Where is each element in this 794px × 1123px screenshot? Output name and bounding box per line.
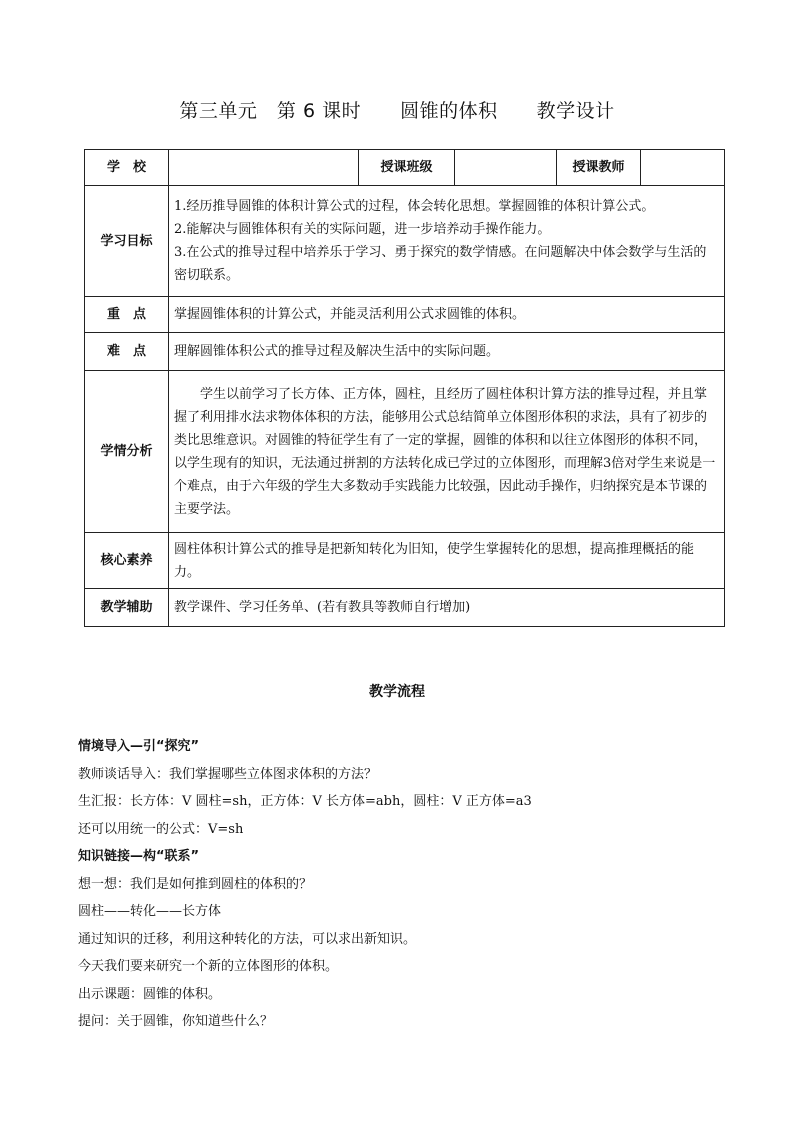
key-value: 掌握圆锥体积的计算公式，并能灵活利用公式求圆锥的体积。	[169, 297, 725, 333]
flow-line: 还可以用统一的公式：V=sh	[78, 821, 244, 837]
teaching-flow	[78, 733, 728, 1036]
flow-line: 提问：关于圆锥，你知道些什么？	[78, 1014, 274, 1029]
teacher-label: 授课教师	[557, 150, 641, 186]
goal-item: 1.经历推导圆锥的体积计算公式的过程，体会转化思想。掌握圆锥的体积计算公式。	[174, 199, 655, 214]
flow-line: 今天我们要来研究一个新的立体图形的体积。	[78, 959, 339, 974]
flow-line: 教师谈话导入：我们掌握哪些立体图求体积的方法？	[78, 766, 378, 782]
goal-item: 2.能解决与圆锥体积有关的实际问题，进一步培养动手操作能力。	[174, 222, 551, 237]
flow-line: 想一想：我们是如何推到圆柱的体积的？	[78, 876, 313, 892]
flow-line: 情境导入—引“探究”	[78, 739, 200, 754]
aids-value: 教学课件、学习任务单、(若有教具等教师自行增加)	[169, 589, 725, 627]
flow-line: 出示课题：圆锥的体积。	[78, 986, 222, 1002]
aids-label: 教学辅助	[85, 589, 169, 627]
teacher-value	[641, 150, 725, 186]
analysis-value: 学生以前学习了长方体、正方体，圆柱，且经历了圆柱体积计算方法的推导过程，并且掌握了利用排水法求物体体积的方法，能够用公式总结简单立体图形体积的求法，具有了初步的类比思维意识。对圆锥的特征学生有了一定的掌握，圆锥的体积和以往立体图形的体积不同，以学生现有的知识，无法通过拼割的方法转化成已学过的立体图形，而理解3倍对学生来说是一个难点，由于六年级的学生大多数动手实践能力比较强，因此动手操作，归纳探究是本节课的主要学法。	[174, 386, 716, 517]
goals-content	[169, 186, 725, 297]
literacy-label: 核心素养	[85, 533, 169, 589]
flow-line: 生汇报：长方体：V 圆柱=sh，正方体：V 长方体=abh，圆柱：V 正方体=a3	[78, 794, 532, 809]
literacy-value: 圆柱体积计算公式的推导是把新知转化为旧知，使学生掌握转化的思想，提高推理概括的能力。	[169, 533, 725, 589]
flow-line: 通过知识的迁移，利用这种转化的方法，可以求出新知识。	[78, 931, 417, 947]
analysis-label: 学情分析	[85, 371, 169, 533]
goals-label: 学习目标	[85, 186, 169, 297]
school-label: 学 校	[85, 150, 169, 186]
class-label: 授课班级	[359, 150, 455, 186]
difficulty-value: 理解圆锥体积公式的推导过程及解决生活中的实际问题。	[169, 333, 725, 371]
school-value	[169, 150, 359, 186]
difficulty-label: 难 点	[85, 333, 169, 371]
goal-item: 3.在公式的推导过程中培养乐于学习、勇于探究的数学情感。在问题解决中体会数学与生活的密切联系。	[174, 245, 707, 283]
page-title: 第三单元 第 6 课时 圆锥的体积 教学设计	[179, 100, 615, 122]
class-value	[455, 150, 557, 186]
flow-line: 圆柱——转化——长方体	[78, 904, 222, 919]
key-label: 重 点	[85, 297, 169, 333]
lesson-info-table	[84, 149, 725, 627]
flow-title: 教学流程	[369, 684, 425, 700]
flow-line: 知识链接—构“联系”	[78, 849, 200, 864]
